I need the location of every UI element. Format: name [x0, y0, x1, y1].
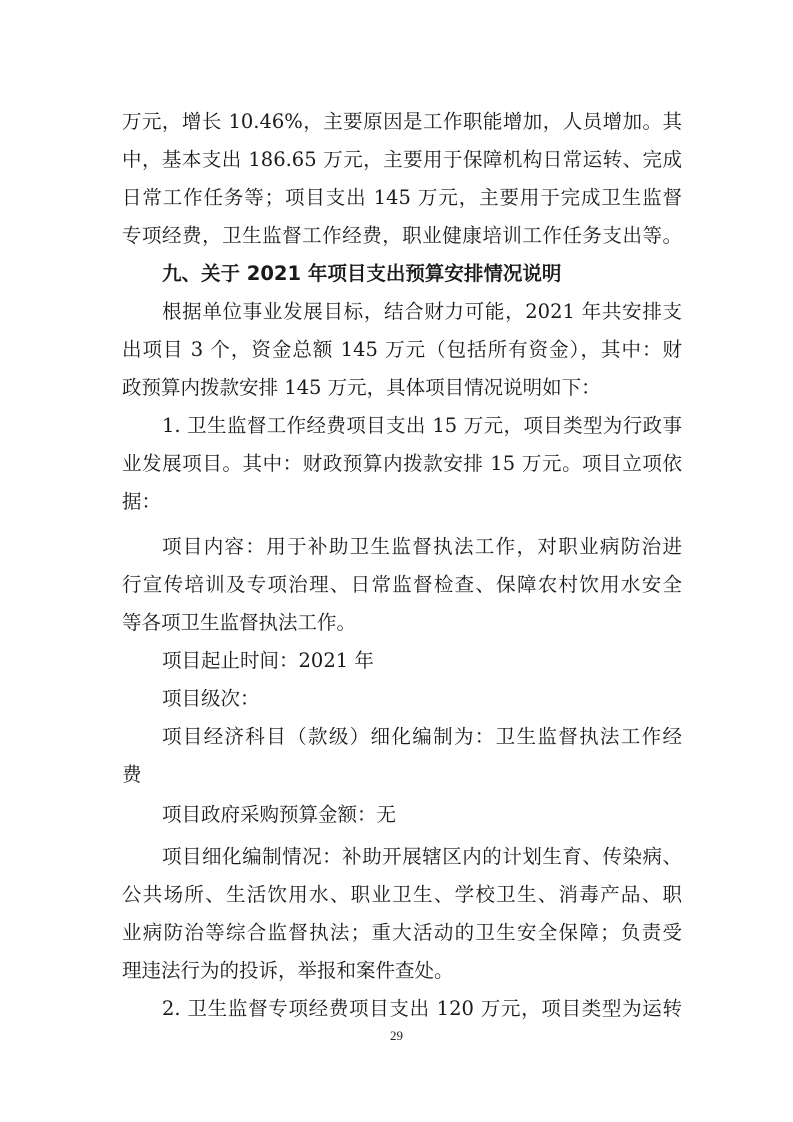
- text-line: 业发展项目。其中：财政预算内拨款安排 15 万元。项目立项依: [122, 452, 682, 475]
- text-line: 出项目 3 个，资金总额 145 万元（包括所有资金），其中：财: [122, 338, 682, 361]
- text-line: 费: [122, 763, 142, 786]
- text-line: 等各项卫生监督执法工作。: [122, 611, 357, 634]
- text-line: 项目级次：: [162, 687, 260, 710]
- text-line: 项目起止时间：2021 年: [162, 649, 374, 672]
- text-line: 专项经费，卫生监督工作经费，职业健康培训工作任务支出等。: [122, 224, 682, 247]
- text-line: 万元，增长 10.46%，主要原因是工作职能增加，人员增加。其: [122, 110, 682, 133]
- text-line: 日常工作任务等；项目支出 145 万元，主要用于完成卫生监督: [122, 186, 682, 209]
- text-line: 公共场所、生活饮用水、职业卫生、学校卫生、消毒产品、职: [122, 883, 682, 906]
- text-line: 根据单位事业发展目标，结合财力可能，2021 年共安排支: [162, 300, 682, 323]
- text-line: 业病防治等综合监督执法；重大活动的卫生安全保障；负责受: [122, 921, 682, 944]
- text-line: 项目内容：用于补助卫生监督执法工作，对职业病防治进: [162, 535, 682, 558]
- text-line: 2. 卫生监督专项经费项目支出 120 万元，项目类型为运转: [162, 997, 682, 1020]
- text-line: 政预算内拨款安排 145 万元，具体项目情况说明如下：: [122, 376, 601, 399]
- page-number: 29: [390, 1028, 403, 1043]
- section-heading: 九、关于 2021 年项目支出预算安排情况说明: [162, 262, 562, 285]
- text-line: 项目政府采购预算金额：无: [162, 803, 397, 826]
- text-line: 理违法行为的投诉，举报和案件查处。: [122, 959, 454, 982]
- text-line: 中，基本支出 186.65 万元，主要用于保障机构日常运转、完成: [122, 148, 682, 171]
- text-line: 行宣传培训及专项治理、日常监督检查、保障农村饮用水安全: [122, 573, 682, 596]
- text-line: 1. 卫生监督工作经费项目支出 15 万元，项目类型为行政事: [162, 414, 682, 437]
- text-line: 项目经济科目（款级）细化编制为：卫生监督执法工作经: [162, 725, 682, 748]
- text-line: 项目细化编制情况：补助开展辖区内的计划生育、传染病、: [162, 845, 682, 868]
- text-line: 据：: [122, 490, 162, 513]
